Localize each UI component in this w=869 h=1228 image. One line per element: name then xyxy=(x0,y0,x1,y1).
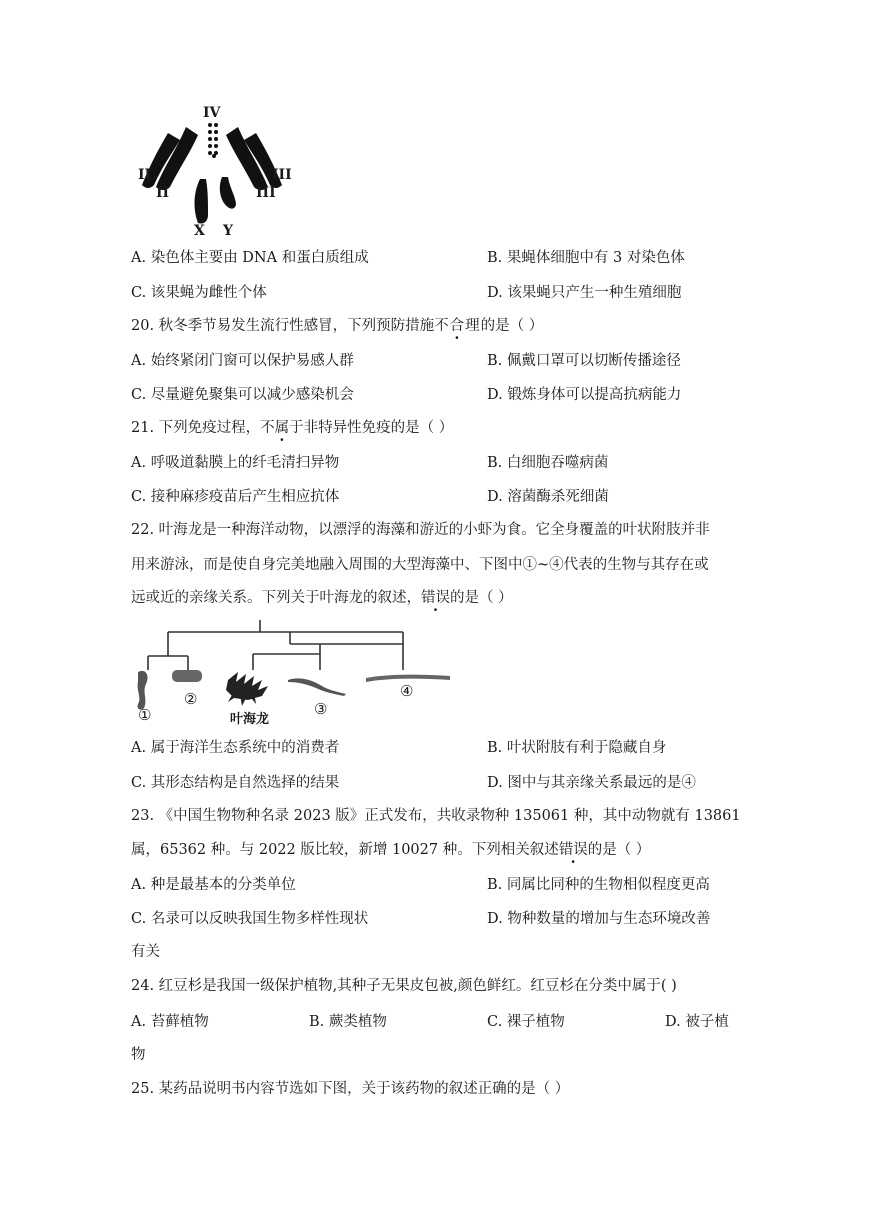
q22-stem-line3-post: 的是（ ） xyxy=(450,590,513,606)
q19-option-a: A. 染色体主要由 DNA 和蛋白质组成 xyxy=(131,250,369,266)
q21-option-d: D. 溶菌酶杀死细菌 xyxy=(487,489,609,505)
q19-option-c: C. 该果蝇为雌性个体 xyxy=(131,285,267,301)
chromosome-label-iv: IV xyxy=(203,105,221,121)
chromosome-label-ii-bottom: II xyxy=(156,185,170,201)
q20-option-a: A. 始终紧闭门窗可以保护易感人群 xyxy=(131,353,354,369)
q20-stem xyxy=(131,316,543,336)
q20-option-d: D. 锻炼身体可以提高抗病能力 xyxy=(487,387,682,403)
q20-stem-pre: 20. 秋冬季节易发生流行性感冒，下列预防措施 xyxy=(131,318,435,334)
q23-option-d: D. 物种数量的增加与生态环境改善 xyxy=(487,911,711,927)
q20-stem-post: 的是（ ） xyxy=(480,318,544,334)
q23-stem-line2-post: 的是（ ） xyxy=(587,842,651,858)
q23-stem-emphasis: 错误 xyxy=(558,842,588,858)
q22-option-d: D. 图中与其亲缘关系最远的是④ xyxy=(487,775,696,791)
phylogeny-label-3: ③ xyxy=(314,700,328,718)
q23-stem-line2-pre: 属，65362 种。与 2022 版比较，新增 10027 种。下列相关叙述 xyxy=(131,842,559,858)
q22-stem-line3-pre: 远或近的亲缘关系。下列关于叶海龙的叙述， xyxy=(131,590,421,606)
q24-stem: 24. 红豆杉是我国一级保护植物,其种子无果皮包被,颜色鲜红。红豆杉在分类中属于( ) xyxy=(131,978,677,994)
q21-stem xyxy=(131,418,453,438)
q20-option-c: C. 尽量避免聚集可以减少感染机会 xyxy=(131,387,354,403)
q21-stem-emphasis: 不属于 xyxy=(260,420,304,436)
q24-option-d: D. 被子植 xyxy=(665,1014,729,1030)
phylogeny-figure xyxy=(128,620,458,732)
chromosome-label-iii-bottom: III xyxy=(256,185,276,201)
q20-stem-emphasis: 不合理 xyxy=(434,318,481,334)
q21-option-a: A. 呼吸道黏膜上的纤毛清扫异物 xyxy=(131,455,340,471)
q23-option-c: C. 名录可以反映我国生物多样性现状 xyxy=(131,911,369,927)
phylogeny-caption-leafy-seadragon: 叶海龙 xyxy=(230,712,270,727)
q22-stem-line2: 用来游泳，而是使自身完美地融入周围的大型海藻中、下图中①~④代表的生物与其存在或 xyxy=(131,557,709,573)
chromosome-label-ii-top: II xyxy=(138,167,152,183)
q22-option-c: C. 其形态结构是自然选择的结果 xyxy=(131,775,340,791)
q22-stem-emphasis: 错误 xyxy=(421,590,450,606)
phylogeny-label-1: ① xyxy=(138,706,152,724)
chromosome-label-x: X xyxy=(194,223,205,239)
phylogeny-label-2: ② xyxy=(184,690,198,708)
q22-stem-line3 xyxy=(131,588,513,608)
q22-stem-line1: 22. 叶海龙是一种海洋动物，以漂浮的海藻和游近的小虾为食。它全身覆盖的叶状附肢并非 xyxy=(131,522,710,538)
phylogeny-tree xyxy=(128,620,458,732)
chromosome-label-y: Y xyxy=(223,223,233,239)
q23-option-a: A. 种是最基本的分类单位 xyxy=(131,877,296,893)
q23-stem-line2 xyxy=(131,840,650,860)
q25-stem: 25. 某药品说明书内容节选如下图，关于该药物的叙述正确的是（ ） xyxy=(131,1081,570,1097)
chromosome-figure xyxy=(128,105,298,245)
q24-option-c: C. 裸子植物 xyxy=(487,1014,565,1030)
q19-option-d: D. 该果蝇只产生一种生殖细胞 xyxy=(487,285,682,301)
q23-option-d-continuation: 有关 xyxy=(131,944,160,960)
q23-stem-line1: 23. 《中国生物物种名录 2023 版》正式发布，共收录物种 135061 种，其中动物就有 13861 xyxy=(131,808,741,824)
q22-option-a: A. 属于海洋生态系统中的消费者 xyxy=(131,740,340,756)
q21-stem-post: 非特异性免疫的是（ ） xyxy=(303,420,454,436)
q20-option-b: B. 佩戴口罩可以切断传播途径 xyxy=(487,353,681,369)
q21-option-b: B. 白细胞吞噬病菌 xyxy=(487,455,609,471)
phylogeny-label-4: ④ xyxy=(400,682,414,700)
q23-option-b: B. 同属比同种的生物相似程度更高 xyxy=(487,877,710,893)
q19-option-b: B. 果蝇体细胞中有 3 对染色体 xyxy=(487,250,685,266)
q24-option-a: A. 苔藓植物 xyxy=(131,1014,209,1030)
q22-option-b: B. 叶状附肢有利于隐藏自身 xyxy=(487,740,667,756)
q24-option-b: B. 蕨类植物 xyxy=(309,1014,387,1030)
q21-option-c: C. 接种麻疹疫苗后产生相应抗体 xyxy=(131,489,340,505)
q24-option-d-continuation: 物 xyxy=(131,1047,146,1063)
chromosome-label-iii-top: III xyxy=(272,167,292,183)
q21-stem-pre: 21. 下列免疫过程， xyxy=(131,420,261,436)
